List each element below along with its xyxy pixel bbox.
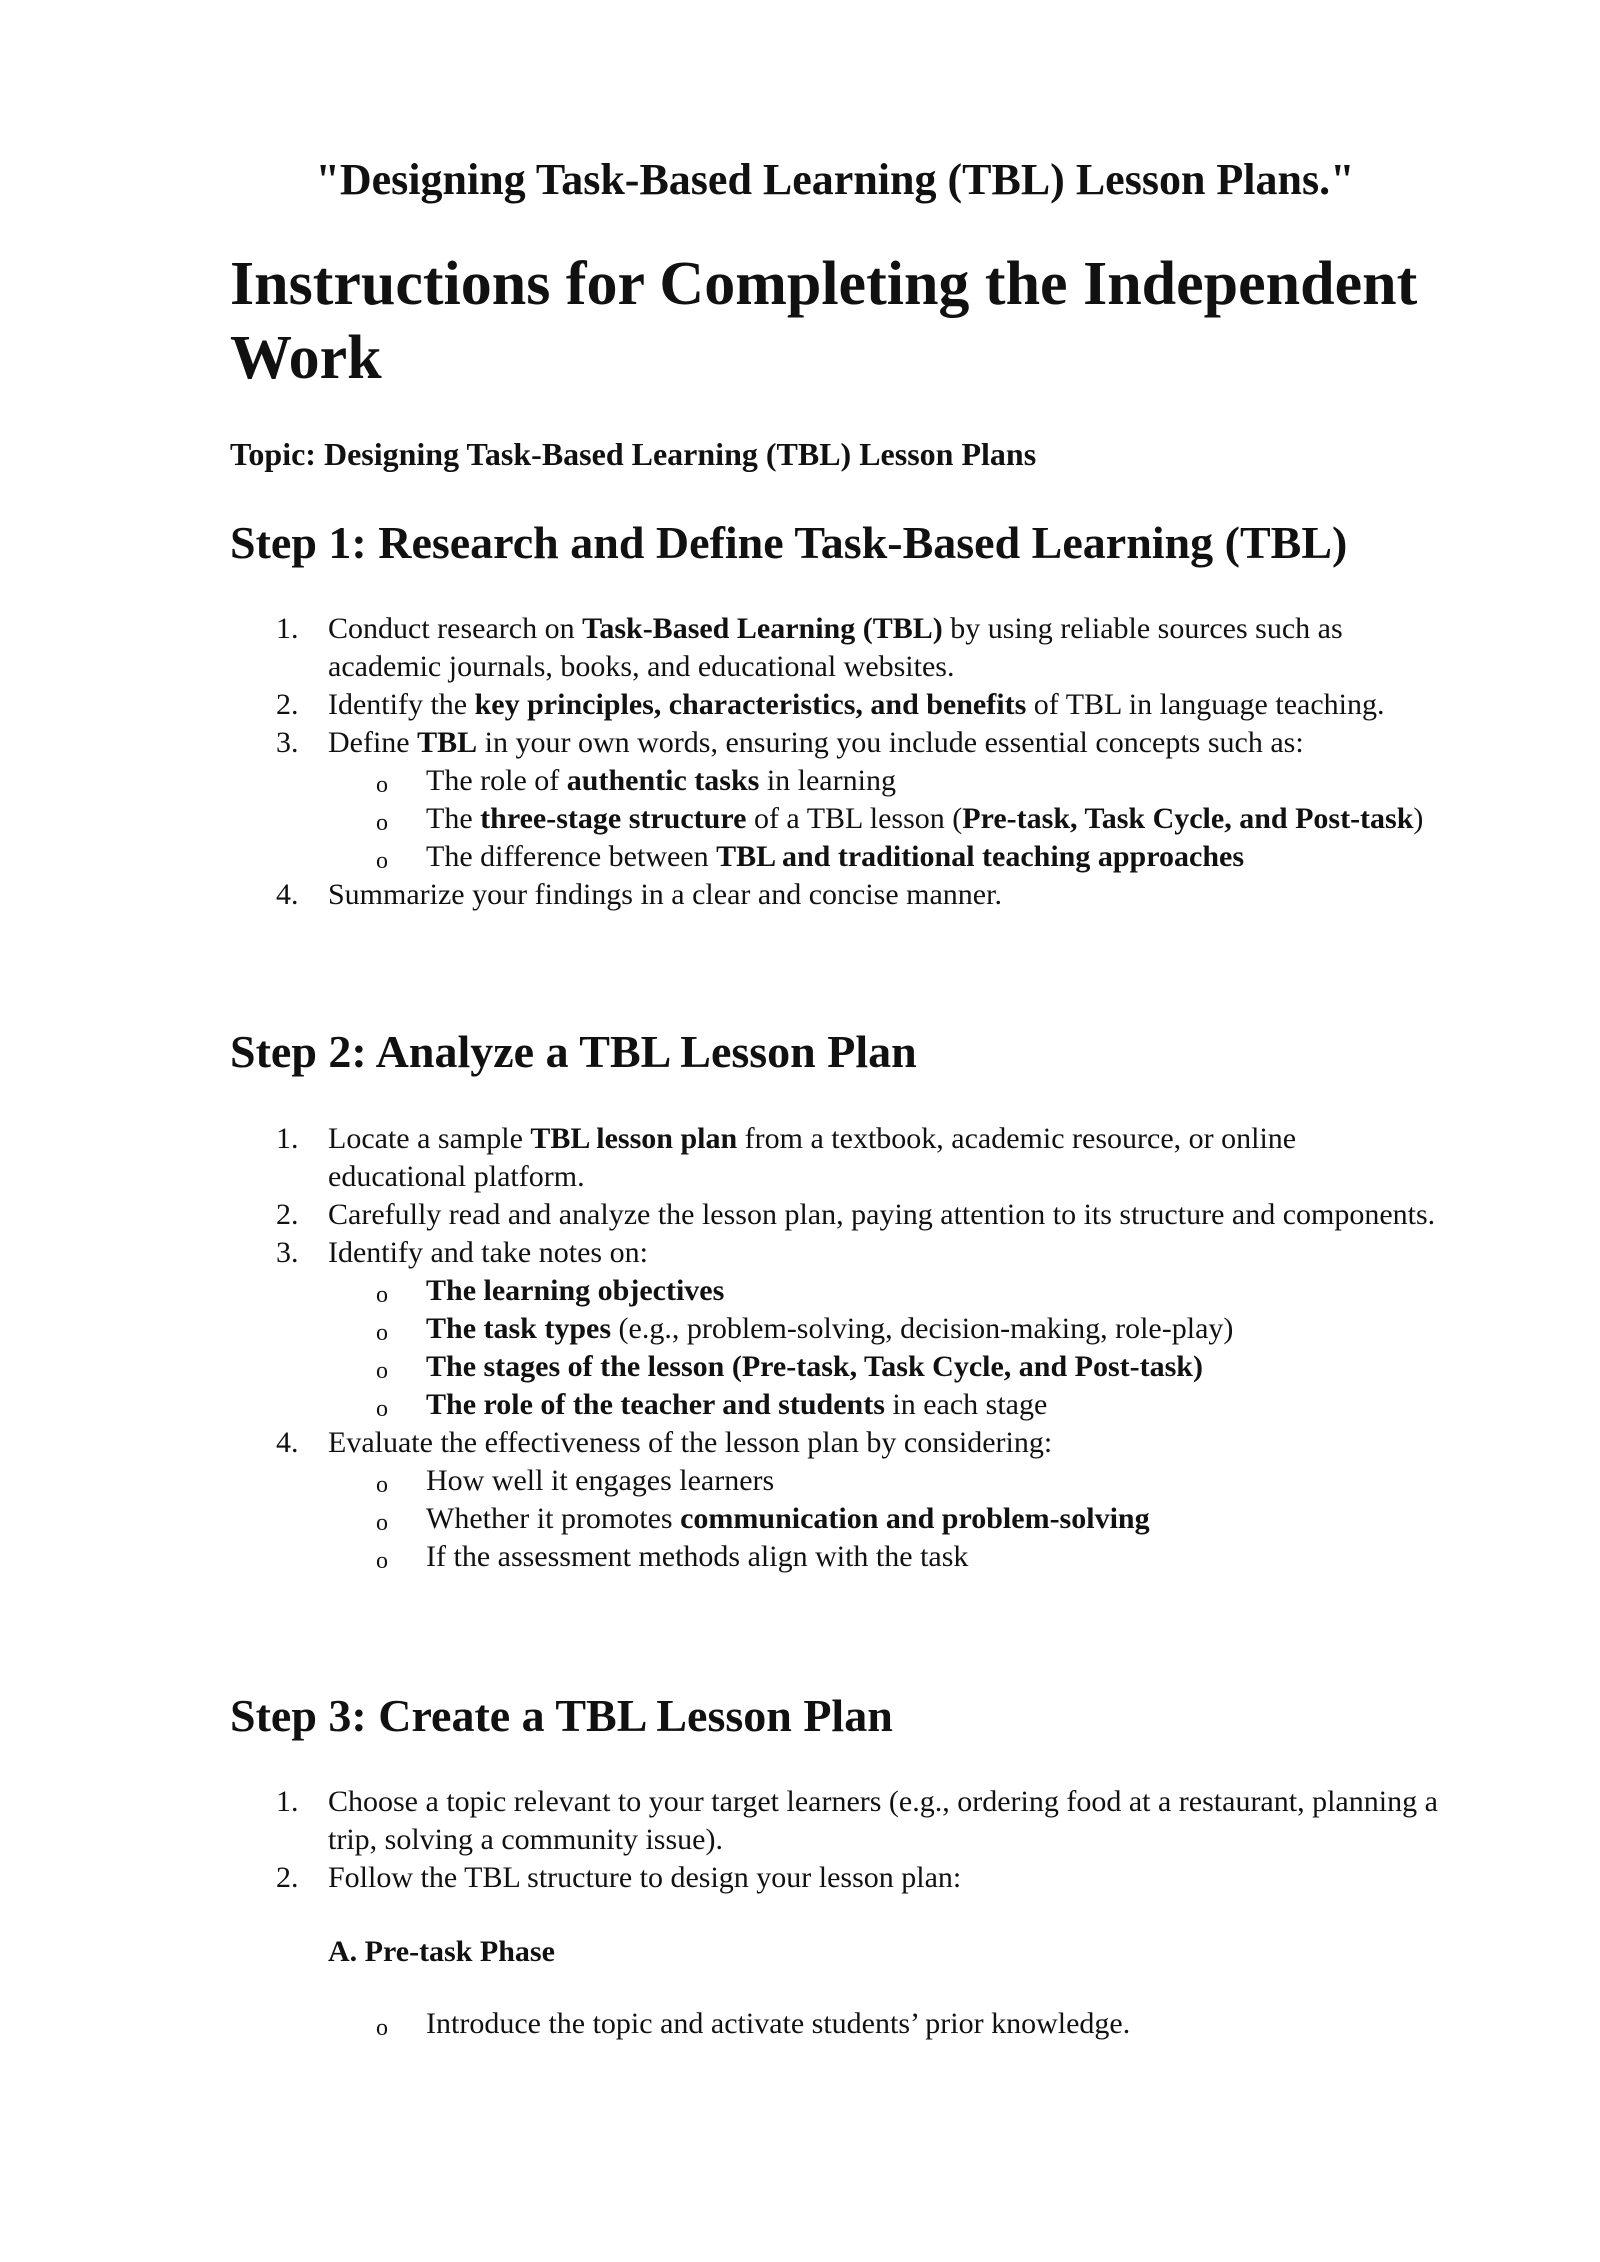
bullet-marker: o [376,810,388,837]
sub-list-item [328,838,1440,876]
item-number: 2. [276,1197,299,1231]
item-text: of a TBL lesson ( [746,802,963,836]
step-1-section [230,515,1440,914]
sub-list-item [328,1386,1440,1424]
sub-list-item [328,2005,1440,2043]
item-bold-text: key principles, characteristics, and benefits [474,688,1027,722]
sub-list-item [328,1310,1440,1348]
item-text: How well it engages learners [426,1463,775,1497]
bullet-marker: o [376,1395,388,1422]
list-item [230,876,1440,914]
item-text: Choose a topic relevant to your target learners (e.g., ordering food at a restaurant, planning a trip, solving a community issue). [328,1784,1438,1856]
document-title: "Designing Task-Based Learning (TBL) Lesson Plans." [315,155,1355,204]
bullet-marker: o [376,848,388,875]
item-text: in each stage [884,1387,1048,1421]
item-text: The role of [426,764,567,798]
item-text: The difference between [426,840,717,874]
item-text: Evaluate the effectiveness of the lesson plan by considering: [328,1425,1053,1459]
sub-list-item [328,762,1440,800]
bullet-marker: o [376,772,388,799]
bullet-marker: o [376,1281,388,1308]
item-text: from a textbook, academic resource, or online educational platform. [328,1121,1297,1193]
list-item [230,1196,1440,1234]
sub-list-item [328,1272,1440,1310]
main-heading: Instructions for Completing the Independent Work [230,249,1418,393]
sub-list-item [328,1500,1440,1538]
sub-list-item [328,1462,1440,1500]
item-text: The [426,802,481,836]
sub-list-item [328,800,1440,838]
list-item [230,1783,1440,1859]
list-item [230,1859,1440,1897]
list-item [230,1234,1440,1424]
item-text: Locate a sample [328,1121,531,1155]
phase-a-list [230,2005,1440,2043]
list-item [230,686,1440,724]
item-text: in learning [759,764,896,798]
topic-line: Topic: Designing Task-Based Learning (TBL) Lesson Plans [230,435,1037,472]
item-bold-text: TBL [417,726,478,760]
item-text: Identify the [328,688,475,722]
bullet-marker: o [376,1471,388,1498]
step-3-section [230,1688,1440,2043]
bullet-marker: o [376,1357,388,1384]
step-3-list [230,1783,1440,1897]
item-text: ) [1413,802,1424,836]
item-number: 4. [276,878,299,912]
item-text: Carefully read and analyze the lesson plan, paying attention to its structure and components. [328,1197,1436,1231]
item-number: 3. [276,1235,299,1269]
item-number: 1. [276,1121,299,1155]
item-text: If the assessment methods align with the task [426,1539,969,1573]
item-number: 4. [276,1425,299,1459]
item-text: Whether it promotes [426,1501,681,1535]
phase-a-heading: A. Pre-task Phase [328,1934,555,1968]
item-bold-text: The role of the teacher and students [426,1387,885,1421]
list-item [230,1424,1440,1576]
item-number: 2. [276,688,299,722]
item-number: 3. [276,726,299,760]
item-text: Summarize your findings in a clear and concise manner. [328,878,1002,912]
item-number: 2. [276,1860,299,1894]
item-bold-text: TBL lesson plan [530,1121,738,1155]
step-2-list [230,1120,1440,1576]
step-1-heading: Step 1: Research and Define Task-Based Learning (TBL) [230,517,1348,569]
sub-list [328,762,1440,876]
step-1-list [230,610,1440,914]
bullet-marker: o [376,1319,388,1346]
sub-list-item [328,1348,1440,1386]
bullet-marker: o [376,2014,388,2041]
list-item [230,1120,1440,1196]
bullet-marker: o [376,1547,388,1574]
step-2-heading: Step 2: Analyze a TBL Lesson Plan [230,1026,917,1078]
item-text: Follow the TBL structure to design your lesson plan: [328,1860,962,1894]
item-bold-text: The learning objectives [426,1273,725,1307]
sub-list [328,1462,1440,1576]
item-bold-text: Pre-task, Task Cycle, and Post-task [962,802,1414,836]
item-text: by using reliable sources such as academic journals, books, and educational websites. [328,612,1343,684]
list-item [230,724,1440,876]
sub-list-item [328,1538,1440,1576]
item-bold-text: three-stage structure [480,802,747,836]
item-text: of TBL in language teaching. [1026,688,1385,722]
item-text: Introduce the topic and activate students’ prior knowledge. [426,2006,1131,2040]
sub-list [328,1272,1440,1424]
item-text: in your own words, ensuring you include essential concepts such as: [477,726,1304,760]
item-bold-text: TBL and traditional teaching approaches [716,840,1244,874]
item-bold-text: The stages of the lesson (Pre-task, Task Cycle, and Post-task) [426,1349,1203,1383]
item-bold-text: The task types [426,1311,612,1345]
item-text: Conduct research on [328,612,583,646]
item-text: (e.g., problem-solving, decision-making, role-play) [611,1311,1234,1345]
item-text: Define [328,726,418,760]
step-2-section [230,1024,1440,1575]
list-item [230,610,1440,686]
item-bold-text: authentic tasks [566,764,760,798]
item-number: 1. [276,1784,299,1818]
item-bold-text: communication and problem-solving [680,1501,1150,1535]
item-text: Identify and take notes on: [328,1235,648,1269]
step-3-heading: Step 3: Create a TBL Lesson Plan [230,1689,893,1741]
item-bold-text: Task-Based Learning (TBL) [582,612,943,646]
bullet-marker: o [376,1509,388,1536]
item-number: 1. [276,612,299,646]
